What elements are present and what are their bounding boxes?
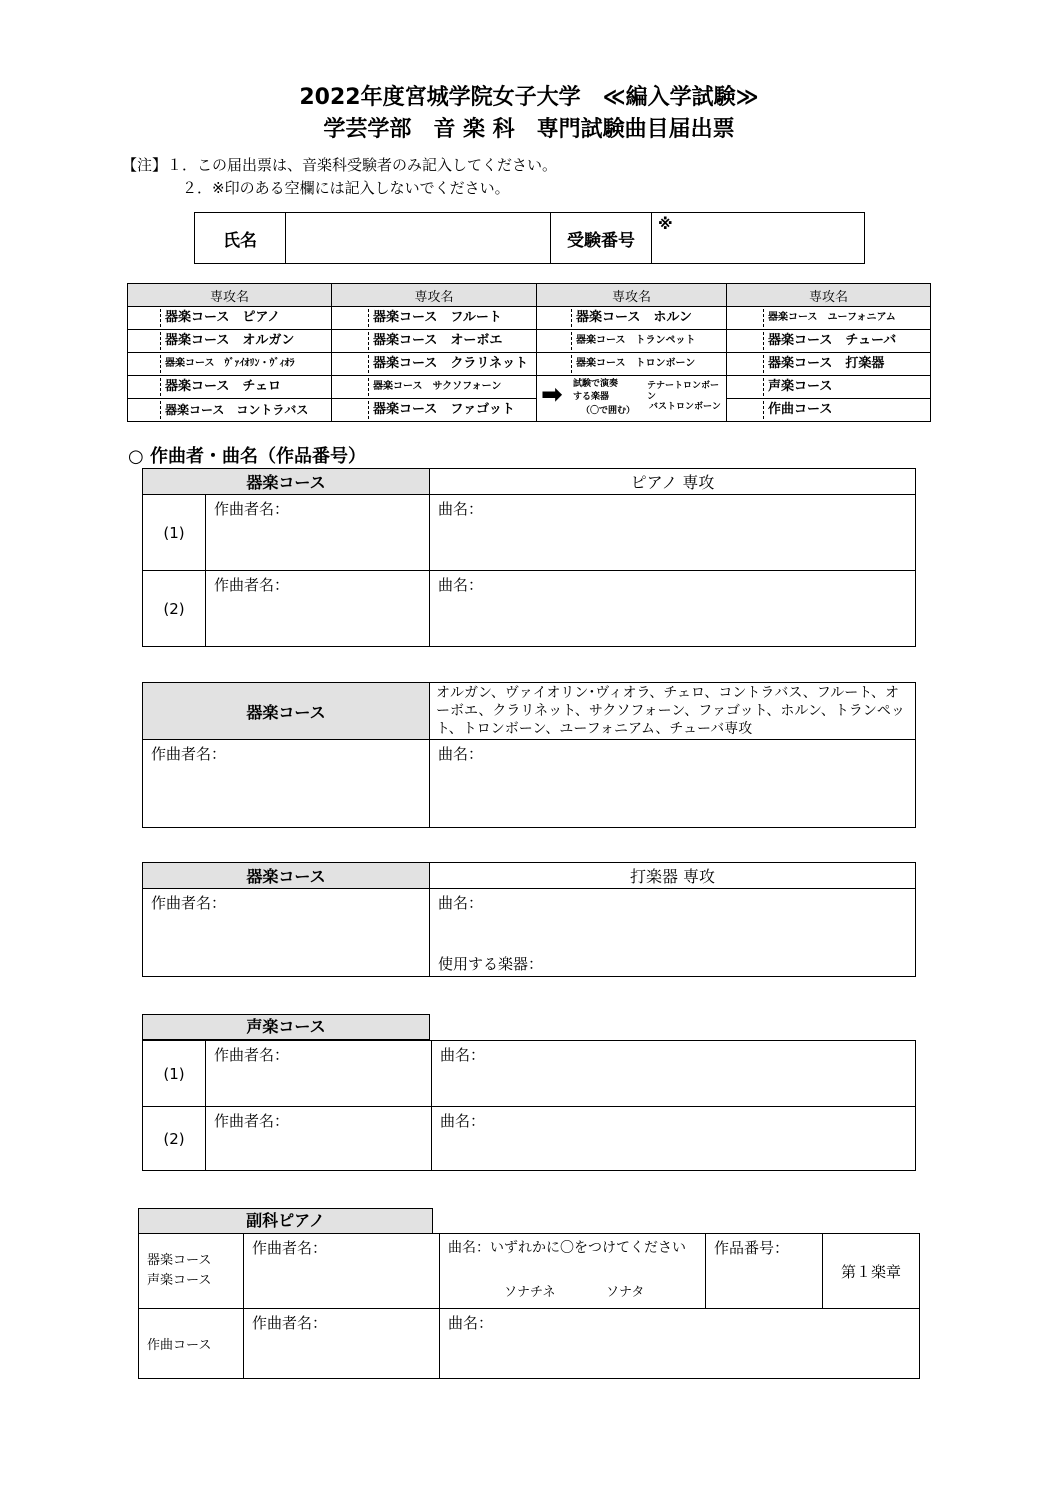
composer-field[interactable]: 作曲者名： (143, 889, 430, 977)
tenor-trombone-option[interactable]: テナートロンボーン (647, 381, 720, 402)
piece-field[interactable]: 曲名： (430, 495, 916, 571)
instruments-major: オルガン、ヴァイオリン･ヴィオラ、チェロ、コントラバス、フルート、オーボエ、クラリネット、サクソフォーン、ファゴット、ホルン、トランペット、トロンボーン、ユーフォニアム、チューバ専攻 (430, 683, 916, 740)
major-option[interactable]: 器楽コース チェロ (128, 376, 332, 399)
piece-field[interactable] (430, 889, 916, 977)
note-2: ２．※印のある空欄には記入しないでください。 (182, 179, 510, 197)
major-header-4: 専攻名 (727, 284, 931, 307)
vocal-course: 声楽コース (142, 1014, 430, 1040)
composition-course-label: 作曲コース (139, 1309, 244, 1379)
major-table (127, 283, 931, 422)
movement-label: 第１楽章 (823, 1234, 920, 1309)
major-option[interactable]: 器楽コース オーボエ (332, 330, 537, 353)
exam-number-label: 受験番号 (551, 213, 652, 264)
row-number: (1) (143, 495, 206, 571)
piece-field[interactable]: 曲名： (430, 740, 916, 828)
trombone-instrument-note (537, 376, 727, 422)
vocal-table (142, 1040, 916, 1171)
major-header-1: 専攻名 (128, 284, 332, 307)
major-option[interactable]: 器楽コース ファゴット (332, 399, 537, 422)
page-subtitle: 学芸学部 音 楽 科 専門試験曲目届出票 (323, 117, 735, 142)
exam-number-field (652, 213, 865, 264)
piano-major: ピアノ 専攻 (430, 469, 916, 495)
major-option[interactable]: 器楽コース サクソフォーン (332, 376, 537, 399)
piece-label: 曲名： (438, 894, 484, 912)
instruments-course: 器楽コース (143, 683, 430, 740)
arrow-icon: ➡ (541, 380, 563, 410)
piece-field[interactable]: 曲名： (440, 1309, 920, 1379)
trombone-note-1: 試験で演奏 (573, 379, 619, 389)
name-field[interactable] (286, 213, 551, 264)
sonata-option[interactable]: ソナタ (606, 1285, 645, 1300)
major-option[interactable]: 器楽コース ｳﾞｧｲｵﾘﾝ・ｳﾞｨｵﾗ (128, 353, 332, 376)
instruments-table (142, 682, 916, 828)
page-title: 2022年度宮城学院女子大学 ≪編入学試験≫ (299, 85, 759, 110)
sub-piano-title: 副科ピアノ (138, 1208, 433, 1234)
major-option[interactable]: 器楽コース コントラバス (128, 399, 332, 422)
composer-field[interactable]: 作曲者名： (206, 495, 430, 571)
major-option[interactable]: 器楽コース クラリネット (332, 353, 537, 376)
major-option[interactable]: 器楽コース チューバ (727, 330, 931, 353)
note-1: 【注】１．この届出票は、音楽科受験者のみ記入してください。 (122, 156, 558, 174)
sub-piano-table (138, 1233, 920, 1379)
vocal-course-label: 声楽コース (147, 1273, 212, 1288)
major-option[interactable]: 器楽コース トランペット (537, 330, 727, 353)
major-option[interactable]: 器楽コース トロンボーン (537, 353, 727, 376)
not-fill-mark: ※ (658, 215, 673, 233)
trombone-note-3: （〇で囲む） (581, 406, 636, 416)
piano-table (142, 468, 916, 647)
composer-field[interactable]: 作曲者名： (143, 740, 430, 828)
composer-field[interactable]: 作曲者名： (244, 1234, 440, 1309)
piece-field[interactable]: 曲名： (432, 1107, 916, 1171)
applicant-table (194, 212, 865, 264)
piece-field[interactable]: 曲名： (432, 1041, 916, 1107)
composer-field[interactable]: 作曲者名： (206, 571, 430, 647)
composer-field[interactable]: 作曲者名： (206, 1041, 432, 1107)
major-option[interactable]: 器楽コース オルガン (128, 330, 332, 353)
row-number: (2) (143, 571, 206, 647)
piece-field[interactable]: 曲名： (430, 571, 916, 647)
sub-piano-courses (139, 1234, 244, 1309)
instrument-course-label: 器楽コース (147, 1253, 212, 1268)
opus-field[interactable]: 作品番号： (706, 1234, 823, 1309)
piano-course: 器楽コース (143, 469, 430, 495)
piece-choice-label: 曲名：いずれかに〇をつけてください (448, 1240, 686, 1256)
sonatina-option[interactable]: ソナチネ (504, 1285, 556, 1300)
major-header-3: 専攻名 (537, 284, 727, 307)
major-option[interactable]: 作曲コース (727, 399, 931, 422)
row-number: (1) (143, 1041, 206, 1107)
major-option[interactable]: 声楽コース (727, 376, 931, 399)
bass-trombone-option[interactable]: バストロンボーン (649, 402, 721, 412)
piece-field[interactable] (440, 1234, 706, 1309)
percussion-table (142, 862, 916, 977)
instrument-used-label: 使用する楽器： (438, 955, 544, 973)
section-title: ○ 作曲者・曲名（作品番号） (128, 446, 366, 467)
percussion-major: 打楽器 専攻 (430, 863, 916, 889)
percussion-course: 器楽コース (143, 863, 430, 889)
trombone-note-2: する楽器 (573, 392, 610, 402)
major-option[interactable]: 器楽コース ホルン (537, 307, 727, 330)
major-option[interactable]: 器楽コース ユーフォニアム (727, 307, 931, 330)
major-header-2: 専攻名 (332, 284, 537, 307)
major-option[interactable]: 器楽コース 打楽器 (727, 353, 931, 376)
major-option[interactable]: 器楽コース フルート (332, 307, 537, 330)
row-number: (2) (143, 1107, 206, 1171)
major-option[interactable]: 器楽コース ピアノ (128, 307, 332, 330)
name-label: 氏名 (195, 213, 286, 264)
composer-field[interactable]: 作曲者名： (206, 1107, 432, 1171)
composer-field[interactable]: 作曲者名： (244, 1309, 440, 1379)
